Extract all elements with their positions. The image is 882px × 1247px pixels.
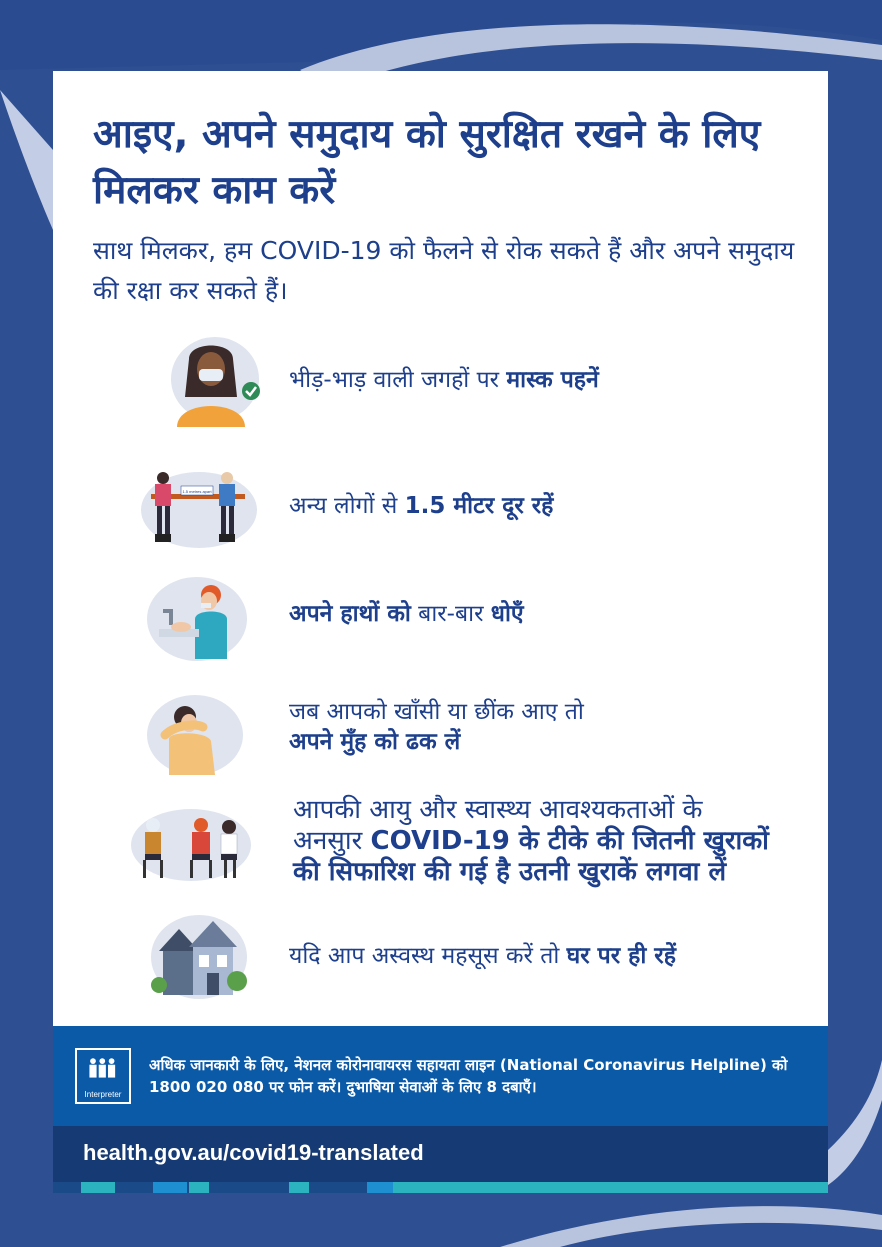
interpreter-icon	[75, 1048, 131, 1104]
tip-text: आपकी आयु और स्वास्थ्य आवश्यकताओं के अनसुार COVID-19 के टीके की जितनी खुराकों की सिफारिश की गई है उतनी खुराकें लगवा लें	[293, 795, 769, 887]
url-bar	[53, 1126, 828, 1182]
cough-elbow-icon	[145, 695, 245, 777]
interpreter-label: Interpreter	[84, 1090, 122, 1099]
page-title: आइए, अपने समुदाय को सुरक्षित रखने के लिए मिलकर काम करें	[93, 112, 761, 213]
distance-label: 1.5 metres apart	[182, 489, 212, 494]
masked-person-icon	[153, 333, 283, 429]
tip-text: यदि आप अस्वस्थ महसूस करें तो घर पर ही रहें	[289, 943, 676, 969]
hand-washing-icon	[145, 569, 255, 663]
helpline-footer	[53, 1026, 828, 1126]
tip-text: अपने हाथों को बार-बार धोएँ	[289, 601, 524, 627]
website-link[interactable]: health.gov.au/covid19-translated	[83, 1140, 424, 1165]
tip-text: भीड़-भाड़ वाली जगहों पर मास्क पहनें	[289, 367, 599, 393]
house-icon	[149, 911, 249, 1001]
vaccination-icon	[129, 805, 253, 883]
tip-text: जब आपको खाँसी या छींक आए तो अपने मुँह को ढक लें	[289, 699, 584, 755]
tip-text: अन्य लोगों से 1.5 मीटर दूर रहें	[289, 493, 554, 519]
content-card	[53, 71, 828, 1026]
page-subtitle: साथ मिलकर, हम COVID-19 को फैलने से रोक सकते हैं और अपने समुदाय की रक्षा कर सकते हैं।	[93, 236, 795, 305]
decorative-stripe	[53, 1182, 828, 1193]
helpline-text: अधिक जानकारी के लिए, नेशनल कोरोनावायरस सहायता लाइन (National Coronavirus Helpline) को 1800 020 080 पर फोन करें। दुभाषिया सेवाओं के लिए 8 दबाएँ।	[149, 1056, 788, 1096]
social-distance-icon	[135, 459, 259, 555]
